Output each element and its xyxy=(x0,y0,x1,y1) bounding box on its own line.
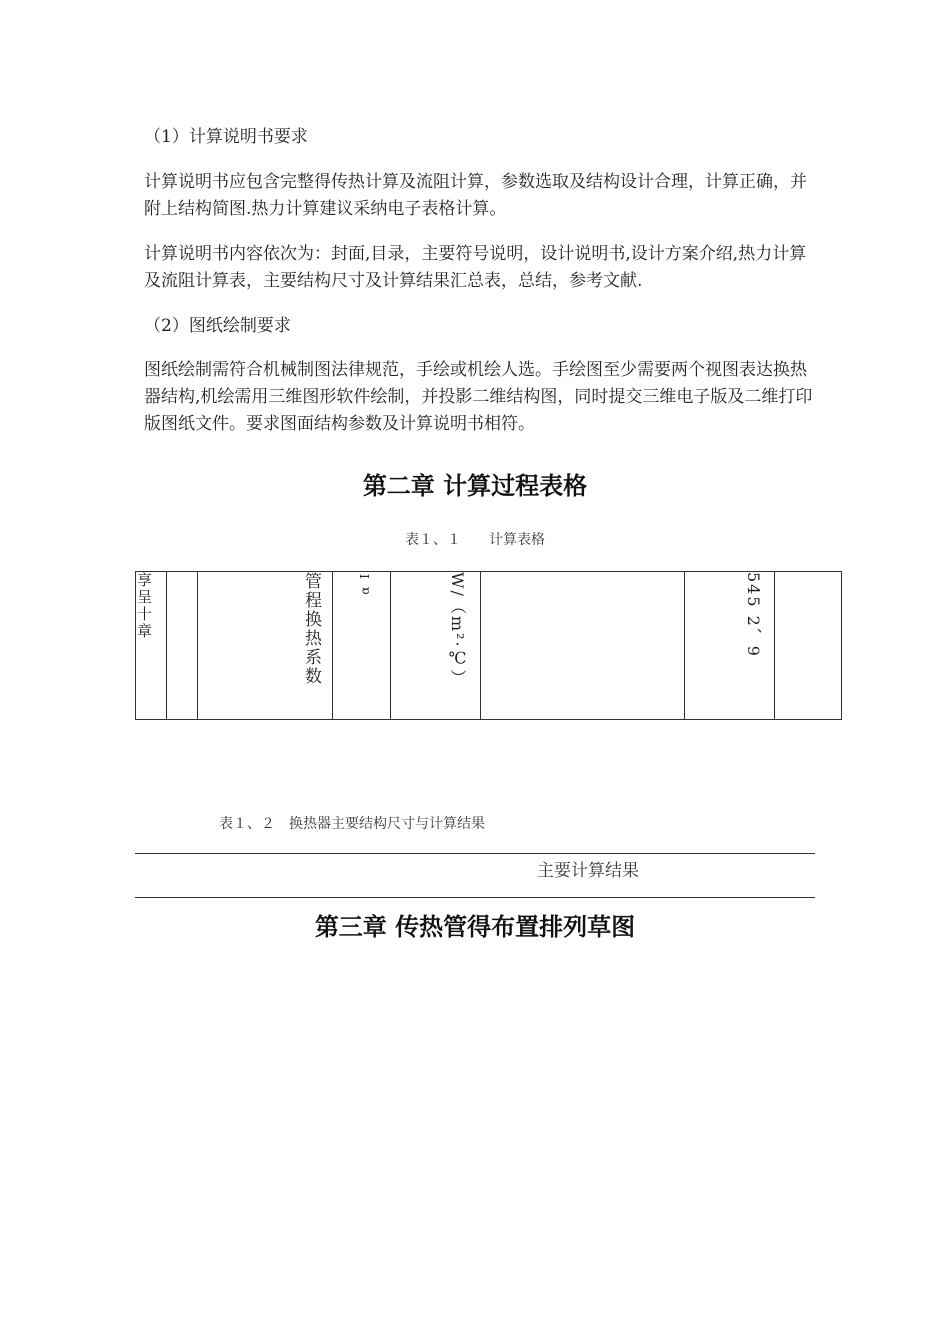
table2-caption: 表１、２ 换热器主要结构尺寸与计算结果 xyxy=(219,816,485,832)
table-cell xyxy=(167,572,198,720)
table-cell: W/（m²·℃） xyxy=(391,572,481,720)
table1-caption: 表１、１ 计算表格 xyxy=(405,532,545,548)
chapter2-title: 第二章 计算过程表格 xyxy=(362,471,588,500)
table-cell xyxy=(775,572,842,720)
table-cell: α I xyxy=(333,572,391,720)
table-cell: 享呈十章 xyxy=(136,572,167,720)
table2-bottom-rule xyxy=(135,897,815,898)
table-cell xyxy=(481,572,685,720)
section2-heading: （2）图纸绘制要求 xyxy=(144,316,291,336)
table2-top-rule xyxy=(135,853,815,854)
table-cell: 545 2、9 xyxy=(685,572,775,720)
section1-paragraph-2: 计算说明书内容依次为：封面,目录，主要符号说明，设计说明书,设计方案介绍,热力计算及流阻计算表，主要结构尺寸及计算结果汇总表，总结，参考文献. xyxy=(144,244,807,291)
section1-paragraph-1: 计算说明书应包含完整得传热计算及流阻计算，参数选取及结构设计合理，计算正确，并附上结构简图.热力计算建议采纳电子表格计算。 xyxy=(144,172,807,219)
table-row xyxy=(136,572,842,720)
section1-heading: （1）计算说明书要求 xyxy=(144,127,308,147)
table2-header: 主要计算结果 xyxy=(537,861,639,881)
table-cell: 管程换热系数 xyxy=(198,572,333,720)
calculation-table xyxy=(135,571,842,720)
chapter3-title: 第三章 传热管得布置排列草图 xyxy=(314,912,636,941)
section2-paragraph: 图纸绘制需符合机械制图法律规范，手绘或机绘人选。手绘图至少需要两个视图表达换热器结构,机绘需用三维图形软件绘制，并投影二维结构图，同时提交三维电子版及二维打印版图纸文件。要求图面结构参数及计算说明书相符。 xyxy=(144,360,813,434)
